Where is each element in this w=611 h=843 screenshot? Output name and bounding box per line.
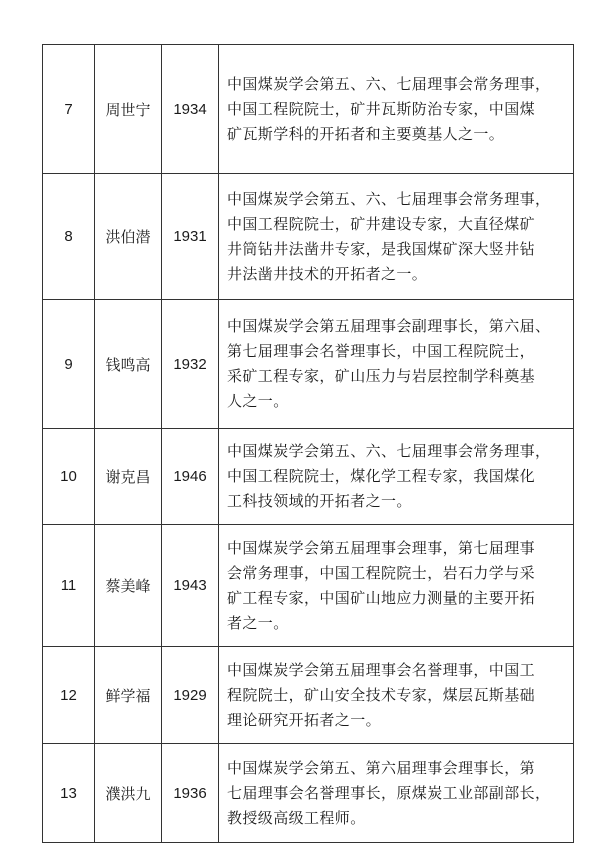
description-line: 会常务理事，中国工程院院士，岩石力学与采 — [227, 563, 536, 582]
description-line: 中国煤炭学会第五、第六届理事会理事长，第 — [227, 758, 536, 777]
birth-year: 1943 — [162, 525, 219, 647]
description-line: 中国工程院院士，矿井瓦斯防治专家，中国煤 — [227, 99, 536, 118]
member-description — [219, 647, 574, 744]
description-line: 程院院士，矿山安全技术专家，煤层瓦斯基础 — [227, 685, 536, 704]
birth-year: 1932 — [162, 300, 219, 429]
description-line: 矿瓦斯学科的开拓者和主要奠基人之一。 — [227, 124, 505, 143]
member-name: 洪伯潜 — [95, 174, 162, 300]
description-line: 中国工程院院士，矿井建设专家，大直径煤矿 — [227, 214, 536, 233]
table-row — [43, 300, 574, 429]
member-description — [219, 429, 574, 525]
member-name: 鲜学福 — [95, 647, 162, 744]
description-line: 采矿工程专家，矿山压力与岩层控制学科奠基 — [227, 367, 536, 385]
description-line: 第七届理事会名誉理事长，中国工程院院士， — [227, 342, 536, 360]
description-line: 井法凿井技术的开拓者之一。 — [227, 264, 428, 283]
description-line: 理论研究开拓者之一。 — [227, 710, 382, 729]
description-line: 矿工程专家，中国矿山地应力测量的主要开拓 — [227, 588, 536, 607]
description-line: 中国煤炭学会第五届理事会理事，第七届理事 — [227, 538, 536, 557]
row-number: 10 — [43, 429, 95, 525]
table-row — [43, 525, 574, 647]
birth-year: 1946 — [162, 429, 219, 525]
description-line: 中国煤炭学会第五、六、七届理事会常务理事， — [227, 189, 551, 208]
birth-year: 1931 — [162, 174, 219, 300]
member-name: 周世宁 — [95, 45, 162, 174]
member-name: 钱鸣高 — [95, 300, 162, 429]
description-line: 中国煤炭学会第五、六、七届理事会常务理事， — [227, 442, 551, 460]
row-number: 12 — [43, 647, 95, 744]
row-number: 7 — [43, 45, 95, 174]
description-line: 中国煤炭学会第五届理事会名誉理事，中国工 — [227, 660, 536, 679]
member-name: 蔡美峰 — [95, 525, 162, 647]
table-row — [43, 174, 574, 300]
member-description — [219, 174, 574, 300]
table-row — [43, 429, 574, 525]
member-name: 谢克昌 — [95, 429, 162, 525]
birth-year: 1936 — [162, 744, 219, 843]
description-line: 人之一。 — [227, 392, 289, 410]
description-line: 中国煤炭学会第五、六、七届理事会常务理事， — [227, 74, 551, 93]
description-line: 者之一。 — [227, 613, 289, 632]
description-line: 中国煤炭学会第五届理事会副理事长，第六届、 — [227, 317, 551, 335]
description-line: 教授级高级工程师。 — [227, 808, 366, 827]
description-line: 中国工程院院士，煤化学工程专家，我国煤化 — [227, 467, 536, 485]
table-row — [43, 744, 574, 843]
description-line: 工科技领域的开拓者之一。 — [227, 492, 412, 510]
table-row — [43, 45, 574, 174]
member-name: 濮洪九 — [95, 744, 162, 843]
member-description — [219, 744, 574, 843]
row-number: 8 — [43, 174, 95, 300]
birth-year: 1934 — [162, 45, 219, 174]
row-number: 9 — [43, 300, 95, 429]
row-number: 11 — [43, 525, 95, 647]
row-number: 13 — [43, 744, 95, 843]
member-description — [219, 525, 574, 647]
academician-table — [42, 44, 574, 843]
description-line: 井筒钻井法凿井专家，是我国煤矿深大竖井钻 — [227, 239, 536, 258]
table-row — [43, 647, 574, 744]
description-line: 七届理事会名誉理事长，原煤炭工业部副部长， — [227, 783, 551, 802]
member-description — [219, 300, 574, 429]
member-description — [219, 45, 574, 174]
birth-year: 1929 — [162, 647, 219, 744]
